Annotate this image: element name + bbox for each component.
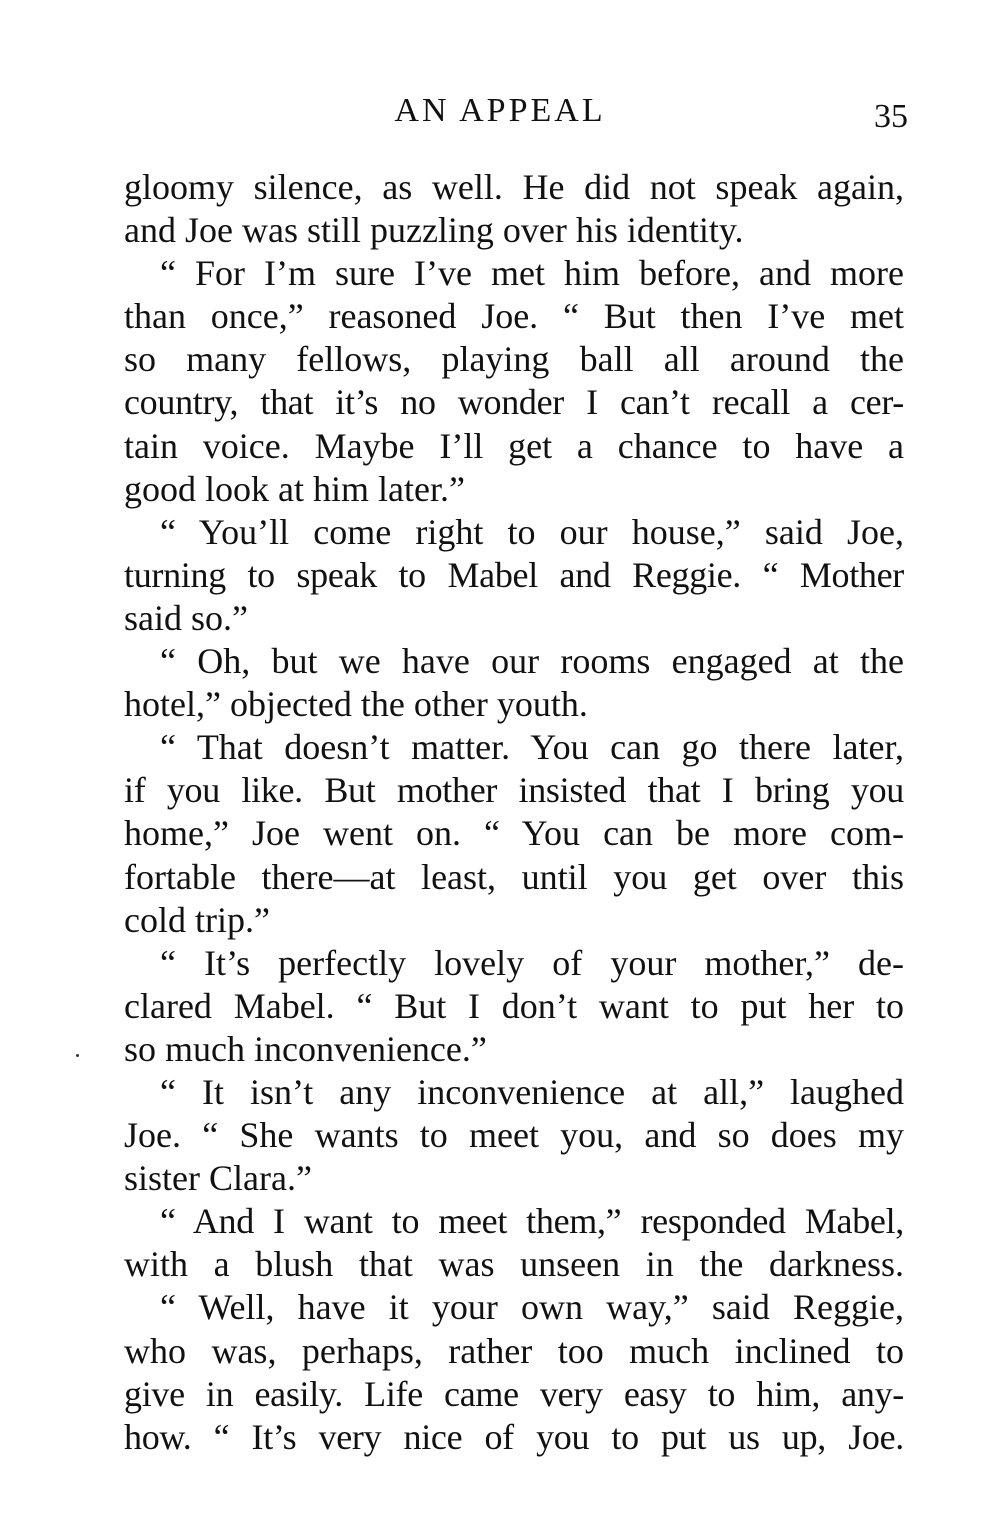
text-line: sister Clara.”: [124, 1158, 312, 1199]
text-line: “ Oh, but we have our rooms engaged at the: [160, 641, 904, 682]
text-line: “ That doesn’t matter. You can go there later,: [160, 727, 904, 768]
text-line: “ You’ll come right to our house,” said Joe,: [160, 511, 904, 552]
text-line: “ And I want to meet them,” responded Mabel,: [160, 1201, 904, 1242]
page-number: 35: [874, 98, 908, 135]
text-line: with a blush that was unseen in the darkness.: [124, 1244, 904, 1285]
text-line: so much inconvenience.”: [124, 1028, 487, 1069]
text-line: and Joe was still puzzling over his identity.: [124, 210, 744, 251]
text-line: give in easily. Life came very easy to him, any-: [124, 1373, 904, 1414]
text-line: hotel,” objected the other youth.: [124, 684, 588, 725]
text-line: if you like. But mother insisted that I bring you: [124, 770, 904, 811]
body-text: [124, 166, 904, 1459]
text-line: turning to speak to Mabel and Reggie. “ Mother: [124, 554, 904, 595]
text-line: fortable there—at least, until you get over this: [124, 856, 904, 897]
text-line: how. “ It’s very nice of you to put us up, Joe.: [124, 1416, 904, 1457]
running-head: [0, 92, 1000, 142]
text-line: who was, perhaps, rather too much inclined to: [124, 1330, 904, 1371]
text-line: said so.”: [124, 597, 248, 638]
text-line: “ For I’m sure I’ve met him before, and more: [160, 253, 904, 294]
text-line: so many fellows, playing ball all around the: [124, 339, 904, 380]
text-line: country, that it’s no wonder I can’t recall a cer-: [124, 382, 904, 423]
text-line: Joe. “ She wants to meet you, and so does my: [124, 1115, 904, 1156]
text-line: clared Mabel. “ But I don’t want to put her to: [124, 985, 904, 1026]
text-line: good look at him later.”: [124, 468, 465, 509]
running-title: AN APPEAL: [394, 92, 606, 129]
print-speck: [76, 1054, 79, 1057]
text-line: gloomy silence, as well. He did not speak again,: [124, 167, 904, 207]
text-line: tain voice. Maybe I’ll get a chance to have a: [124, 425, 904, 466]
text-line: than once,” reasoned Joe. “ But then I’ve met: [124, 296, 904, 337]
text-line: cold trip.”: [124, 899, 270, 940]
text-line: “ It isn’t any inconvenience at all,” laughed: [160, 1071, 904, 1112]
text-line: “ Well, have it your own way,” said Reggie,: [160, 1287, 904, 1328]
text-line: “ It’s perfectly lovely of your mother,” de-: [160, 942, 904, 983]
text-line: home,” Joe went on. “ You can be more com-: [124, 813, 904, 854]
